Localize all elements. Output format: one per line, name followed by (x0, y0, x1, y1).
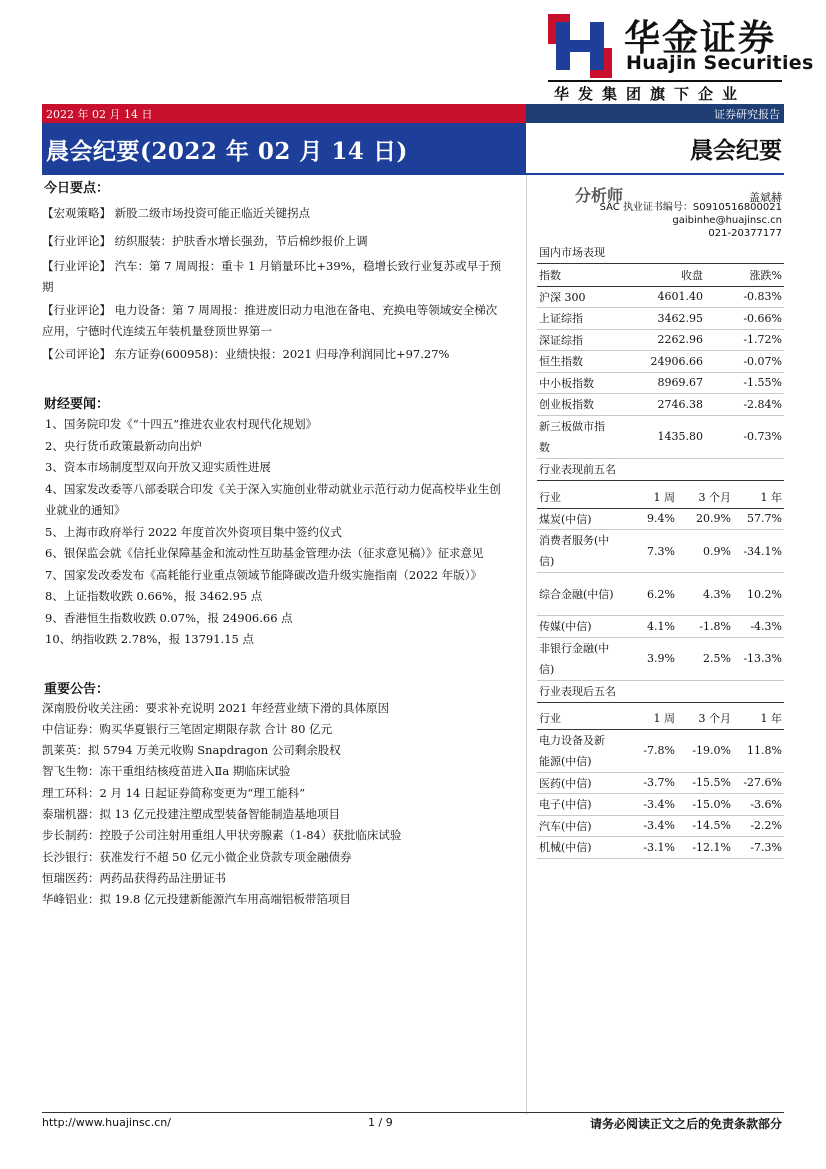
column-header: 3 个月 (677, 487, 733, 509)
industry-1w: -3.4% (617, 794, 677, 816)
industry-name: 机械(中信) (537, 837, 617, 859)
analyst-email[interactable]: gaibinhe@huajinsc.cn (672, 215, 782, 226)
column-header: 1 周 (617, 708, 677, 730)
index-name: 上证综指 (537, 308, 617, 330)
market-table (537, 264, 784, 459)
news-item: 1、国务院印发《“十四五”推进农业农村现代化规划》 (45, 417, 318, 431)
industry-1y: -3.6% (733, 794, 784, 816)
industry-3m: 4.3% (677, 573, 733, 616)
index-close: 4601.40 (617, 286, 705, 308)
industry-1y: -34.1% (733, 530, 784, 573)
highlight-tag: 【宏观策略】 (42, 206, 111, 220)
huajin-logo (548, 14, 612, 78)
brand-name-cn: 华金证券 (624, 18, 777, 59)
industry-3m: -15.0% (677, 794, 733, 816)
news-item: 4、国家发改委等八部委联合印发《关于深入实施创业带动就业示范行动力促高校毕业生创业就业的通知》 (45, 481, 501, 517)
brand-name-en: Huajin Securities (626, 52, 814, 74)
top5-table (537, 487, 784, 681)
announcement-item: 泰瑞机器：拟 13 亿元投建注塑成型装备智能制造基地项目 (42, 806, 340, 821)
news-list (42, 414, 508, 651)
announcement-item: 华峰铝业：拟 19.8 亿元投建新能源汽车用高端铝板带箔项目 (42, 892, 351, 907)
table-row (537, 772, 784, 794)
industry-1w: 4.1% (617, 616, 677, 638)
top5-table-title: 行业表现前五名 (537, 460, 784, 481)
highlight-text: 东方证券(600958)：业绩快报：2021 归母净利润同比+97.27% (114, 347, 450, 361)
highlights-heading: 今日要点： (44, 181, 110, 196)
title-bar (42, 123, 526, 173)
industry-name: 医药(中信) (537, 772, 617, 794)
table-row (537, 508, 784, 530)
report-title-right: 晨会纪要 (690, 137, 782, 164)
industry-1w: -7.8% (617, 729, 677, 772)
news-item: 2、央行货币政策最新动向出炉 (45, 438, 202, 453)
index-name: 沪深 300 (537, 286, 617, 308)
highlight-text: 汽车：第 7 周周报：重卡 1 月销量环比+39%，稳增长致行业复苏或早于预期 (42, 259, 502, 294)
index-name: 深证综指 (537, 329, 617, 351)
market-table-title: 国内市场表现 (537, 243, 784, 264)
index-change: -0.73% (705, 415, 784, 458)
analyst-phone: 021-20377177 (708, 228, 782, 239)
highlight-item (42, 231, 508, 252)
right-column (537, 176, 784, 859)
announcement-item: 深南股份收关注函：要求补充说明 2021 年经营业绩下滑的具体原因 (42, 700, 390, 715)
industry-1w: -3.4% (617, 815, 677, 837)
announcements-heading: 重要公告： (44, 681, 110, 697)
industry-name: 煤炭(中信) (537, 508, 617, 530)
announcement-item: 恒瑞医药：两药品获得药品注册证书 (42, 870, 226, 885)
table-header-row (537, 708, 784, 730)
column-header: 收盘 (617, 264, 705, 286)
index-change: -0.66% (705, 308, 784, 330)
bottom5-table-title: 行业表现后五名 (537, 682, 784, 703)
announcements-list (42, 698, 508, 911)
index-close: 1435.80 (617, 415, 705, 458)
table-row (537, 308, 784, 330)
index-name: 新三板做市指数 (537, 415, 617, 458)
highlight-text: 新股二级市场投资可能正临近关键拐点 (114, 206, 311, 220)
highlight-tag: 【行业评论】 (42, 259, 111, 273)
table-row (537, 394, 784, 416)
index-change: -1.55% (705, 372, 784, 394)
divider (42, 173, 784, 175)
highlights-list (42, 203, 508, 365)
industry-1w: 7.3% (617, 530, 677, 573)
footer-disclaimer: 请务必阅读正文之后的免责条款部分 (589, 1117, 782, 1131)
column-divider (526, 175, 527, 1115)
announcement-item: 智飞生物：冻干重组结核疫苗进入Ⅱa 期临床试验 (42, 764, 291, 779)
column-header: 指数 (537, 264, 617, 286)
analyst-header (537, 176, 784, 205)
column-header: 1 周 (617, 487, 677, 509)
index-name: 恒生指数 (537, 351, 617, 373)
news-item: 10、纳指收跌 2.78%，报 13791.15 点 (45, 632, 255, 646)
group-tagline: 华发集团旗下企业 (554, 85, 747, 103)
industry-1y: 10.2% (733, 573, 784, 616)
bottom5-table (537, 708, 784, 859)
table-row (537, 351, 784, 373)
index-change: -2.84% (705, 394, 784, 416)
table-row (537, 815, 784, 837)
index-close: 2746.38 (617, 394, 705, 416)
left-column (42, 176, 508, 910)
news-item: 9、香港恒生指数收跌 0.07%，报 24906.66 点 (45, 610, 293, 625)
industry-3m: -19.0% (677, 729, 733, 772)
index-change: -0.07% (705, 351, 784, 373)
report-title: 晨会纪要(2022 年 02 月 14 日) (46, 138, 408, 165)
index-close: 3462.95 (617, 308, 705, 330)
index-close: 8969.67 (617, 372, 705, 394)
highlight-item (42, 256, 508, 298)
highlight-text: 纺织服装：护肤香水增长强劲，节后棉纱报价上调 (114, 234, 368, 248)
industry-name: 电子(中信) (537, 794, 617, 816)
news-heading: 财经要闻： (44, 397, 110, 412)
highlight-tag: 【行业评论】 (42, 303, 111, 317)
footer-divider (42, 1112, 784, 1113)
table-row (537, 637, 784, 680)
industry-1w: -3.1% (617, 837, 677, 859)
table-header-row (537, 264, 784, 286)
industry-1y: 57.7% (733, 508, 784, 530)
index-name: 创业板指数 (537, 394, 617, 416)
industry-name: 消费者服务(中信) (537, 530, 617, 573)
industry-name: 非银行金融(中信) (537, 637, 617, 680)
index-close: 2262.96 (617, 329, 705, 351)
industry-1w: 3.9% (617, 637, 677, 680)
table-row (537, 794, 784, 816)
announcement-item: 理工环科：2 月 14 日起证券简称变更为“理工能科” (42, 785, 306, 800)
industry-3m: 0.9% (677, 530, 733, 573)
industry-1w: 9.4% (617, 508, 677, 530)
report-date: 2022 年 02 月 14 日 (46, 108, 153, 121)
announcement-item: 凯莱英：拟 5794 万美元收购 Snapdragon 公司剩余股权 (42, 743, 341, 758)
page-number: 1 / 9 (368, 1116, 393, 1129)
news-item: 6、银保监会就《信托业保障基金和流动性互助基金管理办法（征求意见稿）》征求意见 (45, 546, 484, 560)
industry-1w: 6.2% (617, 573, 677, 616)
report-type: 证券研究报告 (714, 108, 780, 121)
analyst-license: SAC 执业证书编号：S0910516800021 (599, 202, 782, 213)
industry-3m: -14.5% (677, 815, 733, 837)
industry-1y: -7.3% (733, 837, 784, 859)
table-row (537, 530, 784, 573)
date-bar (42, 104, 526, 123)
column-header: 行业 (537, 708, 617, 730)
highlight-tag: 【行业评论】 (42, 234, 111, 248)
news-item: 7、国家发改委发布《高耗能行业重点领域节能降碳改造升级实施指南（2022 年版）》 (45, 567, 482, 582)
industry-1y: -27.6% (733, 772, 784, 794)
table-row (537, 286, 784, 308)
highlight-item (42, 344, 508, 365)
column-header: 1 年 (733, 487, 784, 509)
industry-3m: 2.5% (677, 637, 733, 680)
news-item: 5、上海市政府举行 2022 年度首次外资项目集中签约仪式 (45, 524, 342, 539)
industry-3m: -12.1% (677, 837, 733, 859)
table-header-row (537, 487, 784, 509)
column-header: 3 个月 (677, 708, 733, 730)
industry-name: 综合金融(中信) (537, 573, 617, 616)
index-change: -1.72% (705, 329, 784, 351)
highlight-item (42, 203, 508, 224)
industry-3m: -1.8% (677, 616, 733, 638)
industry-3m: 20.9% (677, 508, 733, 530)
table-row (537, 415, 784, 458)
industry-name: 电力设备及新能源(中信) (537, 729, 617, 772)
industry-name: 汽车(中信) (537, 815, 617, 837)
analyst-name: 盖斌赫 (749, 191, 782, 204)
table-row (537, 616, 784, 638)
index-close: 24906.66 (617, 351, 705, 373)
industry-3m: -15.5% (677, 772, 733, 794)
industry-1y: 11.8% (733, 729, 784, 772)
column-header: 行业 (537, 487, 617, 509)
news-item: 8、上证指数收跌 0.66%，报 3462.95 点 (45, 589, 263, 603)
highlight-text: 电力设备：第 7 周周报：推进废旧动力电池在备电、充换电等领域安全梯次应用，宁德时代连续五年装机量登顶世界第一 (42, 303, 498, 338)
column-header: 1 年 (733, 708, 784, 730)
report-type-bar (526, 104, 784, 123)
analyst-label: 分析师 (575, 186, 624, 205)
divider (548, 80, 782, 82)
index-name: 中小板指数 (537, 372, 617, 394)
table-row (537, 372, 784, 394)
table-row (537, 573, 784, 616)
column-header: 涨跌% (705, 264, 784, 286)
industry-1y: -4.3% (733, 616, 784, 638)
table-row (537, 837, 784, 859)
highlight-item (42, 300, 508, 342)
table-row (537, 329, 784, 351)
announcement-item: 中信证券：购买华夏银行三笔固定期限存款 合计 80 亿元 (42, 721, 333, 736)
news-item: 3、资本市场制度型双向开放又迎实质性进展 (45, 460, 271, 474)
announcement-item: 长沙银行：获准发行不超 50 亿元小微企业贷款专项金融债券 (42, 849, 352, 864)
table-row (537, 729, 784, 772)
index-change: -0.83% (705, 286, 784, 308)
announcement-item: 步长制药：控股子公司注射用重组人甲状旁腺素（1-84）获批临床试验 (42, 828, 402, 843)
industry-1y: -2.2% (733, 815, 784, 837)
industry-1w: -3.7% (617, 772, 677, 794)
footer-url[interactable]: http://www.huajinsc.cn/ (42, 1116, 171, 1129)
highlight-tag: 【公司评论】 (42, 347, 111, 361)
industry-1y: -13.3% (733, 637, 784, 680)
industry-name: 传媒(中信) (537, 616, 617, 638)
